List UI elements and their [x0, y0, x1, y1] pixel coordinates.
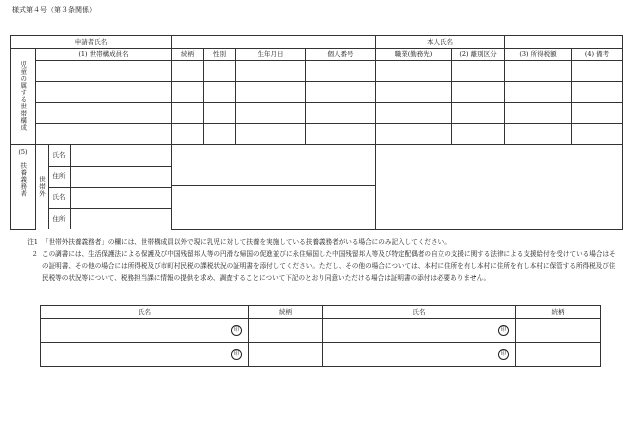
supporter-address-label: 住所	[48, 166, 70, 187]
cell-input[interactable]	[505, 103, 572, 124]
cell-input[interactable]	[172, 61, 204, 82]
form-title: 様式第４号（第３条関係）	[12, 6, 96, 14]
column-header: (3) 所得税額	[505, 49, 572, 61]
notes-section	[10, 236, 622, 284]
cell-input[interactable]	[306, 82, 376, 103]
column-header: 生年月日	[236, 49, 306, 61]
supporter-notes-area[interactable]	[376, 145, 623, 230]
self-name-label: 本人氏名	[376, 36, 505, 49]
self-name-field[interactable]	[505, 36, 623, 49]
supporter-relation-area[interactable]	[172, 145, 376, 186]
table-row	[11, 61, 623, 82]
supporter-name-field[interactable]	[70, 145, 171, 166]
consent-relation-field[interactable]	[516, 343, 601, 367]
consent-name-header: 氏名	[323, 306, 516, 319]
consent-relation-field[interactable]	[249, 343, 323, 367]
supporter-address-label: 住所	[48, 208, 70, 229]
column-header: (1) 世帯構成員名	[36, 49, 172, 61]
cell-input[interactable]	[452, 103, 505, 124]
consent-relation-field[interactable]	[516, 319, 601, 343]
consent-name-field[interactable]	[323, 319, 516, 343]
note-text: 「世帯外扶養義務者」の欄には、世帯構成員以外で現に乳児に対して扶養を実施している扶養義務者がいる場合にのみ記入してください。	[42, 238, 451, 246]
cell-input[interactable]	[236, 82, 306, 103]
table-row	[41, 343, 601, 367]
cell-input[interactable]	[204, 82, 236, 103]
column-header: 職業(勤務先)	[376, 49, 452, 61]
supporter-side-label: (5) 扶養義務者	[11, 145, 36, 230]
note-number: 注1	[27, 238, 38, 246]
cell-input[interactable]	[172, 124, 204, 145]
cell-input[interactable]	[236, 124, 306, 145]
table-row	[41, 319, 601, 343]
cell-input[interactable]	[572, 103, 623, 124]
consent-name-field[interactable]	[323, 343, 516, 367]
column-header: (2) 離別区分	[452, 49, 505, 61]
household-side-label: 児童の属する世帯構成	[11, 49, 36, 145]
outside-household-label: 世帯外	[36, 145, 48, 229]
cell-input[interactable]	[236, 103, 306, 124]
consent-name-field[interactable]	[41, 319, 249, 343]
supporter-name-field[interactable]	[70, 187, 171, 208]
cell-input[interactable]	[572, 61, 623, 82]
supporter-relation-area[interactable]	[172, 186, 376, 230]
consent-name-field[interactable]	[41, 343, 249, 367]
supporter-address-field[interactable]	[70, 208, 171, 229]
consent-name-header: 氏名	[41, 306, 249, 319]
cell-input[interactable]	[376, 82, 452, 103]
consent-relation-header: 続柄	[516, 306, 601, 319]
column-header: 性別	[204, 49, 236, 61]
cell-input[interactable]	[505, 124, 572, 145]
cell-input[interactable]	[505, 61, 572, 82]
table-row	[11, 82, 623, 103]
cell-input[interactable]	[204, 124, 236, 145]
column-header: 続柄	[172, 49, 204, 61]
table-row	[11, 124, 623, 145]
supporter-address-field[interactable]	[70, 166, 171, 187]
cell-input[interactable]	[452, 82, 505, 103]
cell-input[interactable]	[204, 61, 236, 82]
cell-input[interactable]	[236, 61, 306, 82]
column-header: 個人番号	[306, 49, 376, 61]
seal-mark: 印	[231, 349, 242, 360]
cell-input[interactable]	[306, 61, 376, 82]
cell-input[interactable]	[376, 61, 452, 82]
table-row	[11, 103, 623, 124]
applicant-name-label: 申請者氏名	[11, 36, 172, 49]
cell-input[interactable]	[172, 103, 204, 124]
note-item	[10, 236, 622, 248]
seal-mark: 印	[498, 325, 509, 336]
consent-relation-header: 続柄	[249, 306, 323, 319]
cell-input[interactable]	[36, 82, 172, 103]
cell-input[interactable]	[306, 124, 376, 145]
supporter-block	[36, 145, 172, 230]
household-table	[10, 35, 623, 230]
note-text: この調書には、生活保護法による保護及び中国残留邦人等の円滑な帰国の促進並びに永住帰国した中国残留邦人等及び特定配偶者の自立の支援に関する法律による支援給付を受けている場合はその証明書、その他の場合には所得税及び市町村民税の課税状況の証明書を添付してください。ただし、その他の場合については、本村に住所を有し本村に住所を有し本村に保管する所得税及び住民税等の状況等について、税務担当課に情報の提供を求め、調査することについて下記のとおり同意いただける場合は証明書の添付は必要ありません。	[42, 250, 616, 282]
supporter-number: (5)	[18, 148, 28, 156]
cell-input[interactable]	[572, 124, 623, 145]
cell-input[interactable]	[172, 82, 204, 103]
seal-mark: 印	[498, 349, 509, 360]
cell-input[interactable]	[452, 61, 505, 82]
consent-table	[40, 305, 601, 367]
applicant-name-field[interactable]	[172, 36, 376, 49]
note-number: ２	[31, 250, 38, 258]
column-header: (4) 備考	[572, 49, 623, 61]
cell-input[interactable]	[376, 124, 452, 145]
cell-input[interactable]	[36, 124, 172, 145]
note-item	[10, 248, 622, 284]
consent-relation-field[interactable]	[249, 319, 323, 343]
cell-input[interactable]	[572, 82, 623, 103]
cell-input[interactable]	[505, 82, 572, 103]
cell-input[interactable]	[204, 103, 236, 124]
supporter-name-label: 氏名	[48, 187, 70, 208]
seal-mark: 印	[231, 325, 242, 336]
cell-input[interactable]	[376, 103, 452, 124]
cell-input[interactable]	[306, 103, 376, 124]
cell-input[interactable]	[36, 61, 172, 82]
cell-input[interactable]	[36, 103, 172, 124]
supporter-name-label: 氏名	[48, 145, 70, 166]
cell-input[interactable]	[452, 124, 505, 145]
